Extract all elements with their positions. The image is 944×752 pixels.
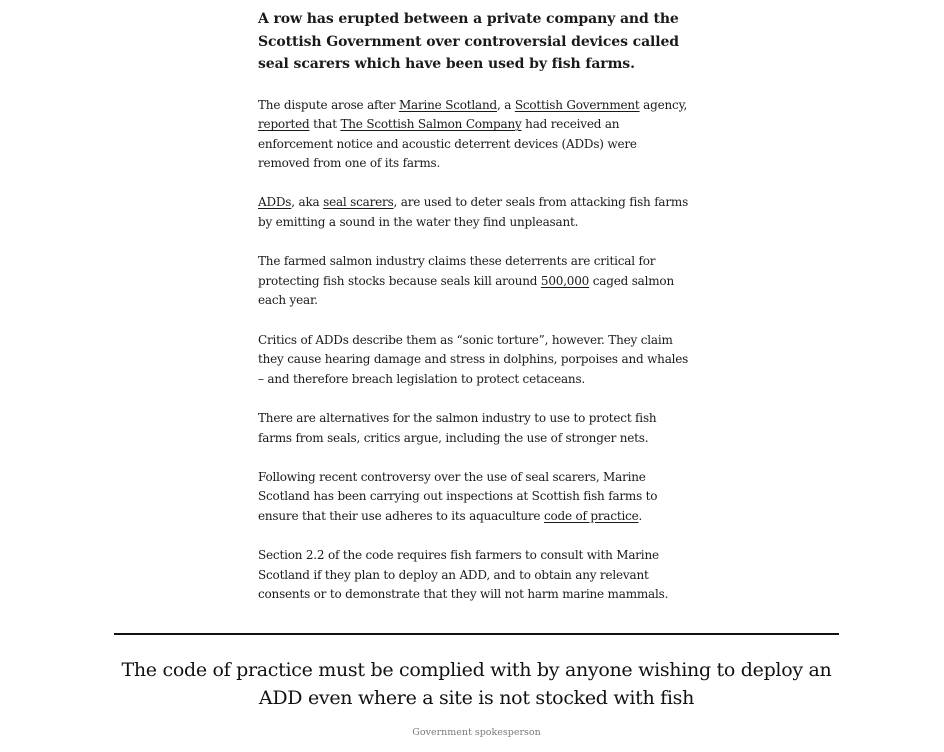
link-scottish-government[interactable]: Scottish Government bbox=[514, 97, 640, 112]
link-500000[interactable]: 500,000 bbox=[540, 273, 590, 288]
link-reported[interactable]: reported bbox=[258, 117, 310, 132]
link-marine-scotland[interactable]: Marine Scotland bbox=[398, 97, 497, 112]
link-seal-scarers[interactable]: seal scarers bbox=[323, 195, 394, 210]
text-run: The farmed salmon industry claims these deterrents are critical for protecting fish stocks because seals kill around bbox=[258, 254, 656, 288]
link-code-of-practice[interactable]: code of practice bbox=[543, 508, 639, 523]
text-run: that bbox=[309, 117, 341, 132]
text-run: , a bbox=[497, 97, 515, 112]
paragraph-alternatives: There are alternatives for the salmon industry to use to protect fish farms from seals, critics argue, including the use of stronger nets. bbox=[258, 411, 657, 445]
article-body bbox=[258, 8, 690, 625]
pullquote-divider bbox=[114, 633, 839, 635]
paragraph-critics: Critics of ADDs describe them as “sonic torture”, however. They claim they cause hearing damage and stress in dolphins, porpoises and whales – and therefore breach legislation to protect cetaceans. bbox=[258, 332, 689, 386]
link-scottish-salmon-company[interactable]: The Scottish Salmon Company bbox=[340, 117, 522, 132]
paragraph-dispute bbox=[258, 96, 690, 174]
text-run: agency, bbox=[639, 97, 688, 112]
text-run: had received an enforcement notice and acoustic deterrent devices (ADDs) were removed from one of its farms. bbox=[258, 117, 637, 171]
text-run: . bbox=[638, 508, 643, 523]
text-run: Following recent controversy over the use of seal scarers, Marine Scotland has been carrying out inspections at Scottish fish farms to ensure that their use adheres to its aquaculture bbox=[258, 469, 658, 523]
text-run: The dispute arose after bbox=[258, 97, 399, 112]
article-lede: A row has erupted between a private company and the Scottish Government over controversial devices called seal scarers which have been used by fish farms. bbox=[258, 11, 679, 72]
pullquote-attribution: Government spokesperson bbox=[412, 727, 541, 738]
paragraph-section-2-2: Section 2.2 of the code requires fish farmers to consult with Marine Scotland if they plan to deploy an ADD, and to obtain any relevant consents or to demonstrate that they will not harm marine mammals. bbox=[258, 548, 669, 602]
paragraph-industry-claims bbox=[258, 252, 690, 311]
pullquote-text: The code of practice must be complied with by anyone wishing to deploy an ADD even where a site is not stocked with fish bbox=[121, 659, 832, 709]
paragraph-inspections bbox=[258, 468, 690, 527]
text-run: , are used to deter seals from attacking fish farms by emitting a sound in the water they find unpleasant. bbox=[258, 195, 689, 230]
paragraph-adds bbox=[258, 193, 690, 232]
link-adds[interactable]: ADDs bbox=[258, 195, 292, 210]
text-run: caged salmon each year. bbox=[258, 273, 674, 308]
text-run: , aka bbox=[291, 195, 324, 210]
